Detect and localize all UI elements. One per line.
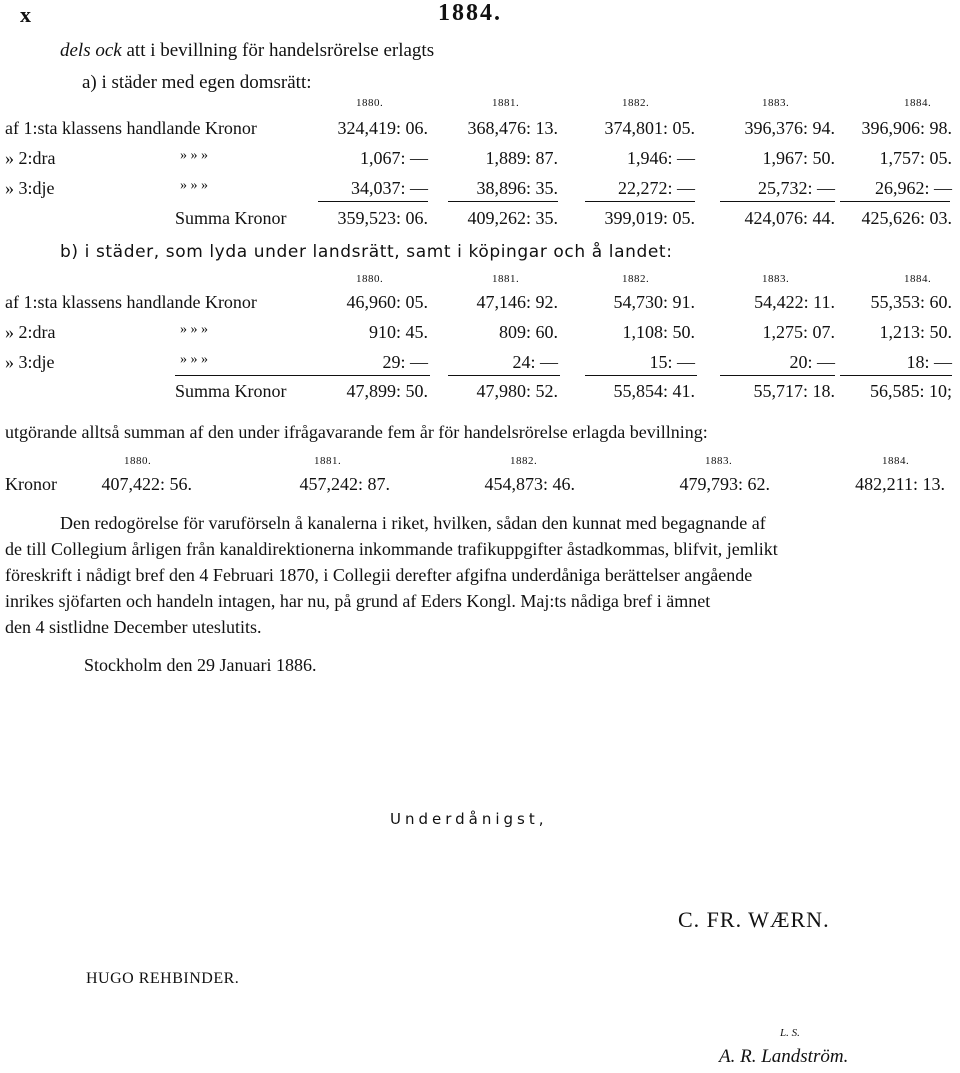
section-b-total-1881: 47,980: 52. <box>476 381 558 401</box>
section-a-year-1884: 1884. <box>904 97 932 109</box>
section-b-row-3-1884: 18: — <box>906 352 952 372</box>
page-mark: x <box>20 2 31 27</box>
section-b-rule-1883 <box>720 375 835 376</box>
section-b-row-1-1881: 47,146: 92. <box>476 292 558 312</box>
paragraph-line-1: Den redogörelse för varuförseln å kanalerna i riket, hvilken, sådan den kunnat med begagnande af <box>60 513 766 533</box>
summary-total-1882: 454,873: 46. <box>484 474 575 494</box>
section-a-row-2-1881: 1,889: 87. <box>485 148 558 168</box>
section-a-row-2-label: » 2:dra <box>5 148 56 168</box>
section-a-row-1-1884: 396,906: 98. <box>861 118 952 138</box>
section-a-rule-1884 <box>840 201 950 202</box>
summary-year-1884: 1884. <box>882 455 910 467</box>
section-b-total-label: Summa Kronor <box>175 381 287 401</box>
section-b-row-1-1884: 55,353: 60. <box>870 292 952 312</box>
section-a-row-2-1884: 1,757: 05. <box>879 148 952 168</box>
summary-text: utgörande alltså summan af den under ifrågavarande fem år för handelsrörelse erlagda bevillning: <box>5 422 708 442</box>
section-a-row-2-1880: 1,067: — <box>359 148 428 168</box>
paragraph-line-3: föreskrift i nådigt bref den 4 Februari 1870, i Collegii derefter afgifna underdåniga berättelser angående <box>5 565 753 585</box>
section-a-row-3-1883: 25,732: — <box>757 178 835 198</box>
section-a-row-2-1882: 1,946: — <box>626 148 695 168</box>
section-b-row-2-1884: 1,213: 50. <box>879 322 952 342</box>
paragraph-line-5: den 4 sistlidne December uteslutits. <box>5 617 262 637</box>
intro-lead: dels ock <box>60 40 122 61</box>
summary-year-1880: 1880. <box>124 455 152 467</box>
section-a-rule-1882 <box>585 201 695 202</box>
section-b-row-1-1883: 54,422: 11. <box>754 292 835 312</box>
section-b-row-3-1881: 24: — <box>512 352 558 372</box>
section-b-row-3-ditto: » » » <box>180 352 208 367</box>
summary-label: Kronor <box>5 474 57 494</box>
section-a-row-1-1881: 368,476: 13. <box>467 118 558 138</box>
section-a-row-3-1884: 26,962: — <box>874 178 952 198</box>
section-b-row-1-label: af 1:sta klassens handlande Kronor <box>5 292 257 312</box>
signature-counter: A. R. Landström. <box>719 1046 849 1067</box>
section-a-row-1-1883: 396,376: 94. <box>744 118 835 138</box>
signature-left: HUGO REHBINDER. <box>86 970 240 987</box>
section-a-row-3-label: » 3:dje <box>5 178 55 198</box>
section-b-row-2-1883: 1,275: 07. <box>762 322 835 342</box>
section-a-total-1884: 425,626: 03. <box>861 208 952 228</box>
section-b-rule-1881 <box>448 375 560 376</box>
section-a-row-3-1882: 22,272: — <box>617 178 695 198</box>
summary-year-1881: 1881. <box>314 455 342 467</box>
section-b-total-1880: 47,899: 50. <box>346 381 428 401</box>
section-a-total-1882: 399,019: 05. <box>604 208 695 228</box>
section-a-year-1880: 1880. <box>356 97 384 109</box>
section-a-total-1881: 409,262: 35. <box>467 208 558 228</box>
section-b-total-1882: 55,854: 41. <box>613 381 695 401</box>
section-b-year-1881: 1881. <box>492 273 520 285</box>
section-a-row-3-1881: 38,896: 35. <box>476 178 558 198</box>
place-date: Stockholm den 29 Januari 1886. <box>84 655 317 675</box>
intro-line <box>60 40 434 62</box>
section-b-row-1-1880: 46,960: 05. <box>346 292 428 312</box>
section-a-total-1880: 359,523: 06. <box>337 208 428 228</box>
page-year: 1884. <box>438 0 502 26</box>
section-b-row-2-ditto: » » » <box>180 322 208 337</box>
section-a-year-1883: 1883. <box>762 97 790 109</box>
section-b-row-2-1881: 809: 60. <box>498 322 558 342</box>
section-a-title: a) i städer med egen domsrätt: <box>82 72 312 93</box>
section-a-total-1883: 424,076: 44. <box>744 208 835 228</box>
section-b-row-3-1880: 29: — <box>382 352 428 372</box>
summary-total-1883: 479,793: 62. <box>679 474 770 494</box>
paragraph-line-4: inrikes sjöfarten och handeln intagen, har nu, på grund af Eders Kongl. Maj:ts nådiga bref i ämnet <box>5 591 711 611</box>
summary-total-1881: 457,242: 87. <box>299 474 390 494</box>
closing: Underdånigst, <box>390 810 548 828</box>
section-b-row-3-1883: 20: — <box>789 352 835 372</box>
section-a-rule-1880 <box>318 201 428 202</box>
section-b-row-2-1882: 1,108: 50. <box>622 322 695 342</box>
section-b-row-3-1882: 15: — <box>649 352 695 372</box>
section-a-rule-1883 <box>720 201 835 202</box>
section-a-row-3-1880: 34,037: — <box>350 178 428 198</box>
section-b-year-1883: 1883. <box>762 273 790 285</box>
section-b-row-3-label: » 3:dje <box>5 352 55 372</box>
section-a-row-2-1883: 1,967: 50. <box>762 148 835 168</box>
summary-year-1882: 1882. <box>510 455 538 467</box>
section-a-row-1-1882: 374,801: 05. <box>604 118 695 138</box>
summary-total-1884: 482,211: 13. <box>855 474 945 494</box>
section-b-rule-1880 <box>175 375 430 376</box>
section-b-row-1-1882: 54,730: 91. <box>613 292 695 312</box>
section-a-row-3-ditto: » » » <box>180 178 208 193</box>
section-a-total-label: Summa Kronor <box>175 208 287 228</box>
intro-rest: att i bevillning för handelsrörelse erlagts <box>126 40 435 61</box>
section-a-row-1-1880: 324,419: 06. <box>337 118 428 138</box>
section-b-row-2-1880: 910: 45. <box>368 322 428 342</box>
section-b-row-2-label: » 2:dra <box>5 322 56 342</box>
paragraph-line-2: de till Collegium årligen från kanaldirektionerna inkommande trafikuppgifter åstadkommas, blifvit, jemlikt <box>5 539 778 559</box>
section-a-row-1-label: af 1:sta klassens handlande Kronor <box>5 118 257 138</box>
section-a-year-1882: 1882. <box>622 97 650 109</box>
signature-main: C. FR. WÆRN. <box>678 907 830 932</box>
section-a-row-2-ditto: » » » <box>180 148 208 163</box>
section-b-title: b) i städer, som lyda under landsrätt, samt i köpingar och å landet: <box>60 242 673 262</box>
section-b-year-1884: 1884. <box>904 273 932 285</box>
section-b-total-1883: 55,717: 18. <box>753 381 835 401</box>
section-b-year-1880: 1880. <box>356 273 384 285</box>
section-b-year-1882: 1882. <box>622 273 650 285</box>
section-b-rule-1884 <box>840 375 952 376</box>
section-a-rule-1881 <box>448 201 558 202</box>
section-b-total-1884: 56,585: 10; <box>869 381 952 401</box>
summary-year-1883: 1883. <box>705 455 733 467</box>
seal-ls: L. S. <box>780 1027 800 1039</box>
section-b-rule-1882 <box>585 375 697 376</box>
summary-total-1880: 407,422: 56. <box>101 474 192 494</box>
section-a-year-1881: 1881. <box>492 97 520 109</box>
